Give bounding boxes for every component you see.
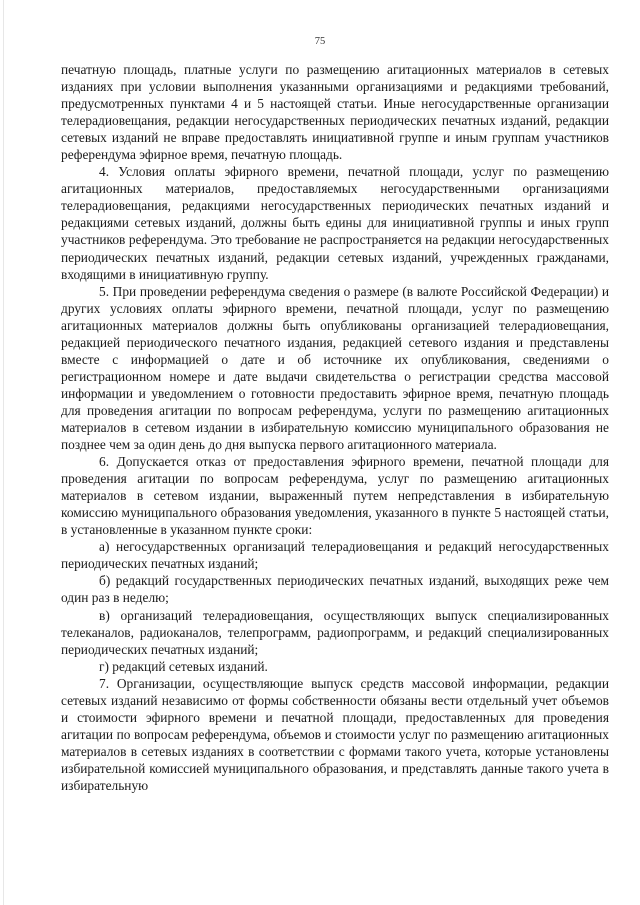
paragraph-continuation: печатную площадь, платные услуги по размещению агитационных материалов в сетевых изданиях при условии выполнения указанными организациями и редакциями требований, предусмотренных пунктами 4 и 5 настоящей статьи. Иные негосударственные организации телерадиовещания, редакции негосударственных периодических печатных изданий, редакции сетевых изданий не вправе предоставлять инициативной группе и иным группам участников референдума эфирное время, печатную площадь. xyxy=(61,62,609,163)
body-text xyxy=(61,61,609,794)
paragraph-item-4: 4. Условия оплаты эфирного времени, печатной площади, услуг по размещению агитационных материалов, предоставляемых негосударственными организациями телерадиовещания, редакциями негосударственных периодических печатных изданий и редакциями сетевых изданий, должны быть едины для инициативной группы и иных групп участников референдума. Это требование не распространяется на редакции негосударственных периодических печатных изданий, редакции сетевых изданий, учрежденных гражданами, входящими в инициативную группу. xyxy=(61,164,609,282)
paragraph-item-7: 7. Организации, осуществляющие выпуск средств массовой информации, редакции сетевых изданий независимо от формы собственности обязаны вести отдельный учет объемов и стоимости эфирного времени и печатной площади, предоставленных для проведения агитации по вопросам референдума, объемов и стоимости услуг по размещению агитационных материалов в сетевых изданиях в соответствии с формами такого учета, которые установлены избирательной комиссией муниципального образования, и представлять данные такого учета в избирательную xyxy=(61,675,609,793)
subitem-a: а) негосударственных организаций телерадиовещания и редакций негосударственных периодических печатных изданий; xyxy=(61,539,609,572)
paragraph-item-6: 6. Допускается отказ от предоставления эфирного времени, печатной площади для проведения агитации по вопросам референдума, услуг по размещению агитационных материалов в сетевом издании, выраженный путем непредставления в избирательную комиссию муниципального образования уведомления, указанного в пункте 5 настоящей статьи, в установленные в указанном пункте сроки: xyxy=(61,454,609,538)
subitem-g: г) редакций сетевых изданий. xyxy=(99,658,268,674)
subitem-v: в) организаций телерадиовещания, осуществляющих выпуск специализированных телеканалов, радиоканалов, телепрограмм, радиопрограмм, и редакций специализированных периодических печатных изданий; xyxy=(61,607,609,657)
scan-edge-line xyxy=(3,0,4,905)
page-number: 75 xyxy=(314,36,326,47)
subitem-b: б) редакций государственных периодических печатных изданий, выходящих реже чем один раз в неделю; xyxy=(61,573,609,606)
paragraph-item-5: 5. При проведении референдума сведения о размере (в валюте Российской Федерации) и других условиях оплаты эфирного времени, печатной площади, услуг по размещению агитационных материалов должны быть опубликованы организацией телерадиовещания, редакцией периодического печатного издания, редакцией сетевого издания и представлены вместе с информацией о дате и об источнике их опубликования, сведениями о регистрационном номере и дате выдачи свидетельства о регистрации средства массовой информации и уведомлением о готовности предоставить эфирное время, печатную площадь для проведения агитации по вопросам референдума, услуги по размещению агитационных материалов в сетевом издании в избирательную комиссию муниципального образования не позднее чем за один день до дня выпуска первого агитационного материала. xyxy=(61,283,609,453)
